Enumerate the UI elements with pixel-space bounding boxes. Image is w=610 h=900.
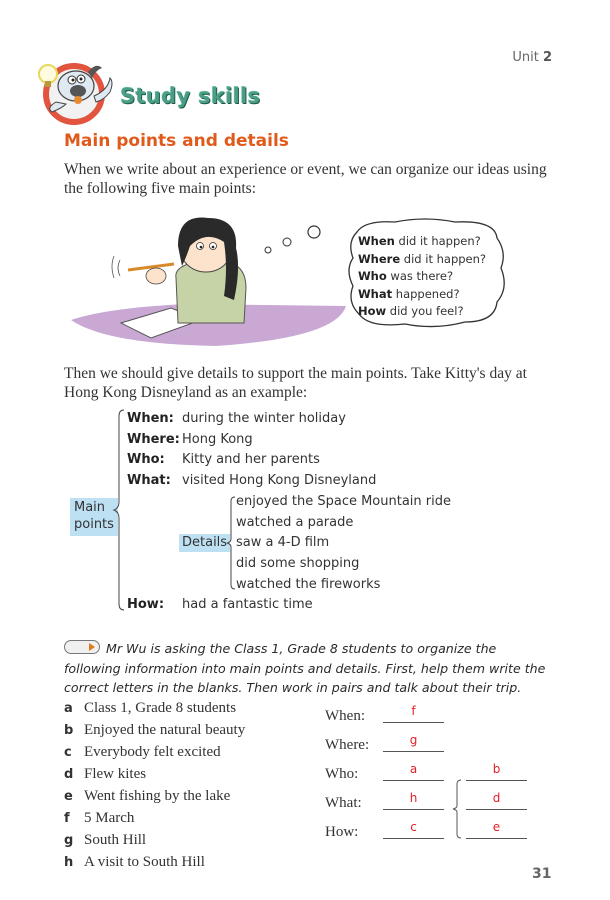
thought-puffs-icon: [262, 222, 332, 258]
blank-label-what: What:: [325, 795, 362, 811]
option-text: A visit to South Hill: [84, 854, 205, 870]
bubble-line: [358, 268, 486, 286]
detail-answer-blank[interactable]: b: [466, 762, 527, 781]
bubble-keyword: What: [358, 286, 393, 301]
point-value: during the winter holiday: [182, 411, 346, 426]
option-letter: g: [64, 833, 74, 848]
details-label: Details: [179, 534, 230, 552]
option-text: Class 1, Grade 8 students: [84, 700, 237, 716]
point-value: Kitty and her parents: [182, 452, 320, 467]
bubble-keyword: How: [358, 304, 387, 318]
option-item: [64, 854, 205, 871]
detail-answer-blank[interactable]: d: [466, 791, 527, 810]
detail-answers-brace: [452, 778, 462, 840]
option-letter: d: [64, 767, 74, 782]
exercise-instructions: [64, 639, 550, 698]
main-points-label-line1: Main: [74, 500, 106, 515]
answer-blank-who[interactable]: a: [383, 762, 444, 781]
main-points-label: [70, 498, 118, 536]
bubble-question: was there?: [386, 269, 454, 283]
intro-paragraph: When we write about an experience or event, we can organize our ideas using the following five main points:: [64, 161, 547, 197]
bubble-question: did it happen?: [400, 251, 487, 266]
option-text: Went fishing by the lake: [84, 788, 231, 804]
answer-blank-when[interactable]: f: [383, 704, 444, 723]
answer-blank-how[interactable]: c: [383, 820, 444, 839]
section-title: Main points and details: [64, 131, 289, 151]
option-item: [64, 700, 236, 717]
detail-item: enjoyed the Space Mountain ride: [236, 494, 451, 509]
bubble-keyword: Where: [358, 251, 401, 266]
option-letter: h: [64, 855, 74, 870]
bubble-line: [358, 303, 486, 321]
details-brace: [226, 495, 236, 591]
bubble-line: [358, 233, 486, 251]
example-paragraph: Then we should give details to support the main points. Take Kitty's day at Hong Kong Disneyland as an example:: [64, 365, 527, 401]
detail-item: saw a 4-D film: [236, 535, 330, 550]
detail-item: did some shopping: [236, 556, 360, 571]
point-label: When:: [127, 411, 174, 426]
option-item: [64, 810, 134, 827]
point-label: How:: [127, 597, 165, 612]
bubble-question: did you feel?: [386, 304, 464, 318]
point-value: Hong Kong: [182, 432, 253, 447]
point-label: Who:: [127, 452, 165, 467]
unit-label: [512, 50, 552, 65]
detail-item: watched the fireworks: [236, 577, 381, 592]
unit-number: 2: [542, 50, 552, 65]
option-text: South Hill: [84, 832, 147, 848]
option-item: [64, 788, 230, 805]
detail-item: watched a parade: [236, 515, 354, 530]
option-letter: f: [64, 811, 70, 826]
bubble-line: [358, 286, 486, 304]
detail-answer-blank[interactable]: e: [466, 820, 527, 839]
unit-text: Unit: [512, 50, 539, 65]
bubble-line: [358, 251, 486, 269]
option-item: [64, 832, 146, 849]
thought-bubble-text: [358, 233, 486, 321]
point-label: Where:: [127, 432, 180, 447]
blank-label-how: How:: [325, 824, 359, 840]
banner-title: Study skills: [120, 84, 261, 108]
point-label: What:: [127, 473, 171, 488]
blank-label-when: When:: [325, 708, 365, 724]
option-item: [64, 766, 146, 783]
dog-mascot-icon: [36, 56, 118, 126]
option-item: [64, 722, 245, 739]
point-value: had a fantastic time: [182, 597, 313, 612]
main-points-brace: [112, 408, 126, 612]
option-letter: c: [64, 745, 72, 760]
bubble-keyword: Who: [358, 269, 387, 283]
blank-label-where: Where:: [325, 737, 370, 753]
main-points-label-line2: points: [74, 517, 114, 532]
option-text: 5 March: [84, 810, 135, 826]
answer-blank-where[interactable]: g: [383, 733, 444, 752]
blank-label-who: Who:: [325, 766, 359, 782]
audio-play-icon[interactable]: [64, 640, 100, 654]
instructions-text: Mr Wu is asking the Class 1, Grade 8 students to organize the following information into main points and details. First, help them write the correct letters in the blanks. Then work in pairs and talk about their trip.: [64, 641, 546, 695]
option-letter: b: [64, 723, 74, 738]
bubble-question: did it happen?: [394, 234, 481, 248]
option-text: Flew kites: [84, 766, 147, 782]
option-letter: a: [64, 701, 73, 716]
option-item: [64, 744, 221, 761]
answer-blank-what[interactable]: h: [383, 791, 444, 810]
page-number: 31: [532, 866, 552, 882]
lightbulb-icon: [39, 65, 57, 83]
option-text: Everybody felt excited: [84, 744, 221, 760]
bubble-question: happened?: [392, 286, 460, 301]
option-letter: e: [64, 789, 73, 804]
bubble-keyword: When: [358, 234, 395, 248]
point-value: visited Hong Kong Disneyland: [182, 473, 377, 488]
option-text: Enjoyed the natural beauty: [84, 722, 246, 738]
